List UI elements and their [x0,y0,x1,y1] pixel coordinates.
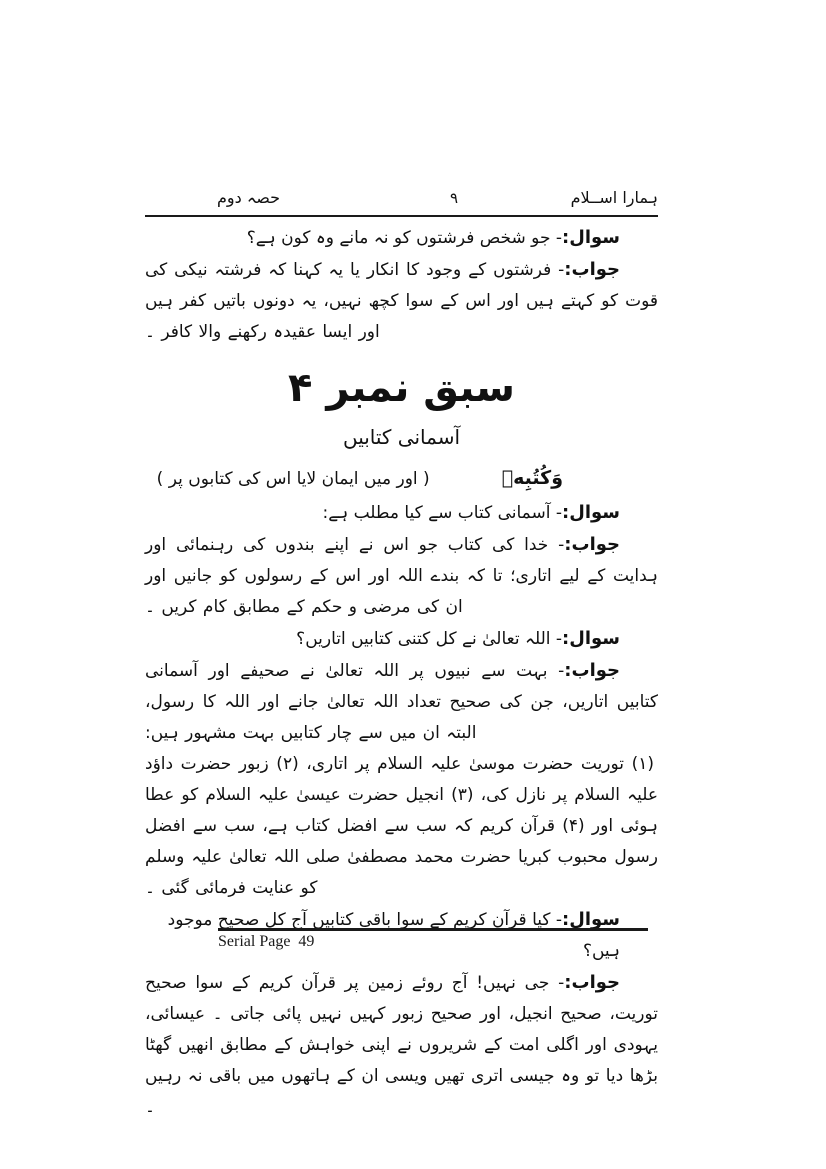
book-title: ہمارا اســلام [570,188,658,207]
question-1 [145,222,658,254]
arabic-verse: وَكُتُبِهٖ [501,467,563,489]
answer-label: جواب: [564,972,620,993]
answer-2 [145,529,658,623]
books-list-text: (۱) توریت حضرت موسیٰ علیہ السلام پر اتاری، (۲) زبور حضرت داؤد علیہ السلام پر نازل کی، (۳) انجیل حضرت عیسیٰ علیہ السلام کو عطا ہوئی اور (۴) قرآن کریم کہ سب سے افضل کتاب ہے، سب سے افضل رسول محبوب کبریا حضرت محمد مصطفیٰ صلی اللہ تعالیٰ علیہ وسلم کو عنایت فرمائی گئی ۔ [145,754,658,898]
question-text: - کیا قرآن کریم کے سوا باقی کتابیں آج کل صحیح موجود ہیں؟ [167,910,620,961]
question-label: سوال: [562,909,620,930]
answer-text: - فرشتوں کے وجود کا انکار یا یہ کہنا کہ فرشتہ نیکی کی قوت کو کہتے ہیں اور اس کے سوا کچھ نہیں، یہ دونوں باتیں کفر ہیں اور ایسا عقیدہ رکھنے والا کافر ۔ [145,260,658,342]
page-header [145,186,658,217]
answer-label: جواب: [564,259,620,280]
question-text: - آسمانی کتاب سے کیا مطلب ہے: [322,503,563,523]
answer-label: جواب: [564,534,620,555]
question-label: سوال: [562,227,620,248]
page-body [145,222,658,1123]
question-label: سوال: [562,502,620,523]
serial-page-label: Serial Page 49 [218,933,315,950]
answer-text: - بہت سے نبیوں پر اللہ تعالیٰ نے صحیفے اور آسمانی کتابیں اتاریں، جن کی صحیح تعداد اللہ تعالیٰ جانے اور اللہ کا رسول، البتہ ان میں سے چار کتابیں بہت مشہور ہیں: [145,661,658,743]
question-2 [145,497,658,529]
verse-translation: ( اور میں ایمان لایا اس کی کتابوں پر ) [156,469,430,489]
question-3 [145,623,658,655]
answer-1 [145,254,658,348]
answer-text: - جی نہیں! آج روئے زمین پر قرآن کریم کے سوا صحیح توریت، صحیح انجیل، اور صحیح زبور کہیں نہیں پائی جاتی ۔ عیسائی، یہودی اور اگلی امت کے شریروں نے اپنی خواہش کے مطابق انھیں گھٹا بڑھا دیا تو وہ جیسی اتری تھیں ویسی ان کے ہاتھوں میں باقی نہ رہیں ۔ [145,973,658,1117]
footer-rule [218,928,648,931]
answer-3 [145,655,658,749]
verse-row [145,463,658,495]
question-label: سوال: [562,628,620,649]
question-text: - اللہ تعالیٰ نے کل کتنی کتابیں اتاریں؟ [296,629,563,649]
answer-4 [145,967,658,1123]
answer-text: - خدا کی کتاب جو اس نے اپنے بندوں کی رہنمائی اور ہدایت کے لیے اتاری؛ تا کہ بندے اللہ اور اس کے رسولوں کو جانیں اور ان کی مرضی و حکم کے مطابق کام کریں ۔ [145,535,658,617]
page-number: ۹ [449,189,458,207]
lesson-subtitle: آسمانی کتابیں [342,425,461,449]
part-title: حصہ دوم [217,188,280,207]
answer-label: جواب: [564,660,620,681]
lesson-title: سبق نمبر ۴ [287,365,516,411]
question-text: - جو شخص فرشتوں کو نہ مانے وہ کون ہے؟ [246,228,563,248]
book-page [145,186,658,1123]
books-list-paragraph [145,749,658,904]
